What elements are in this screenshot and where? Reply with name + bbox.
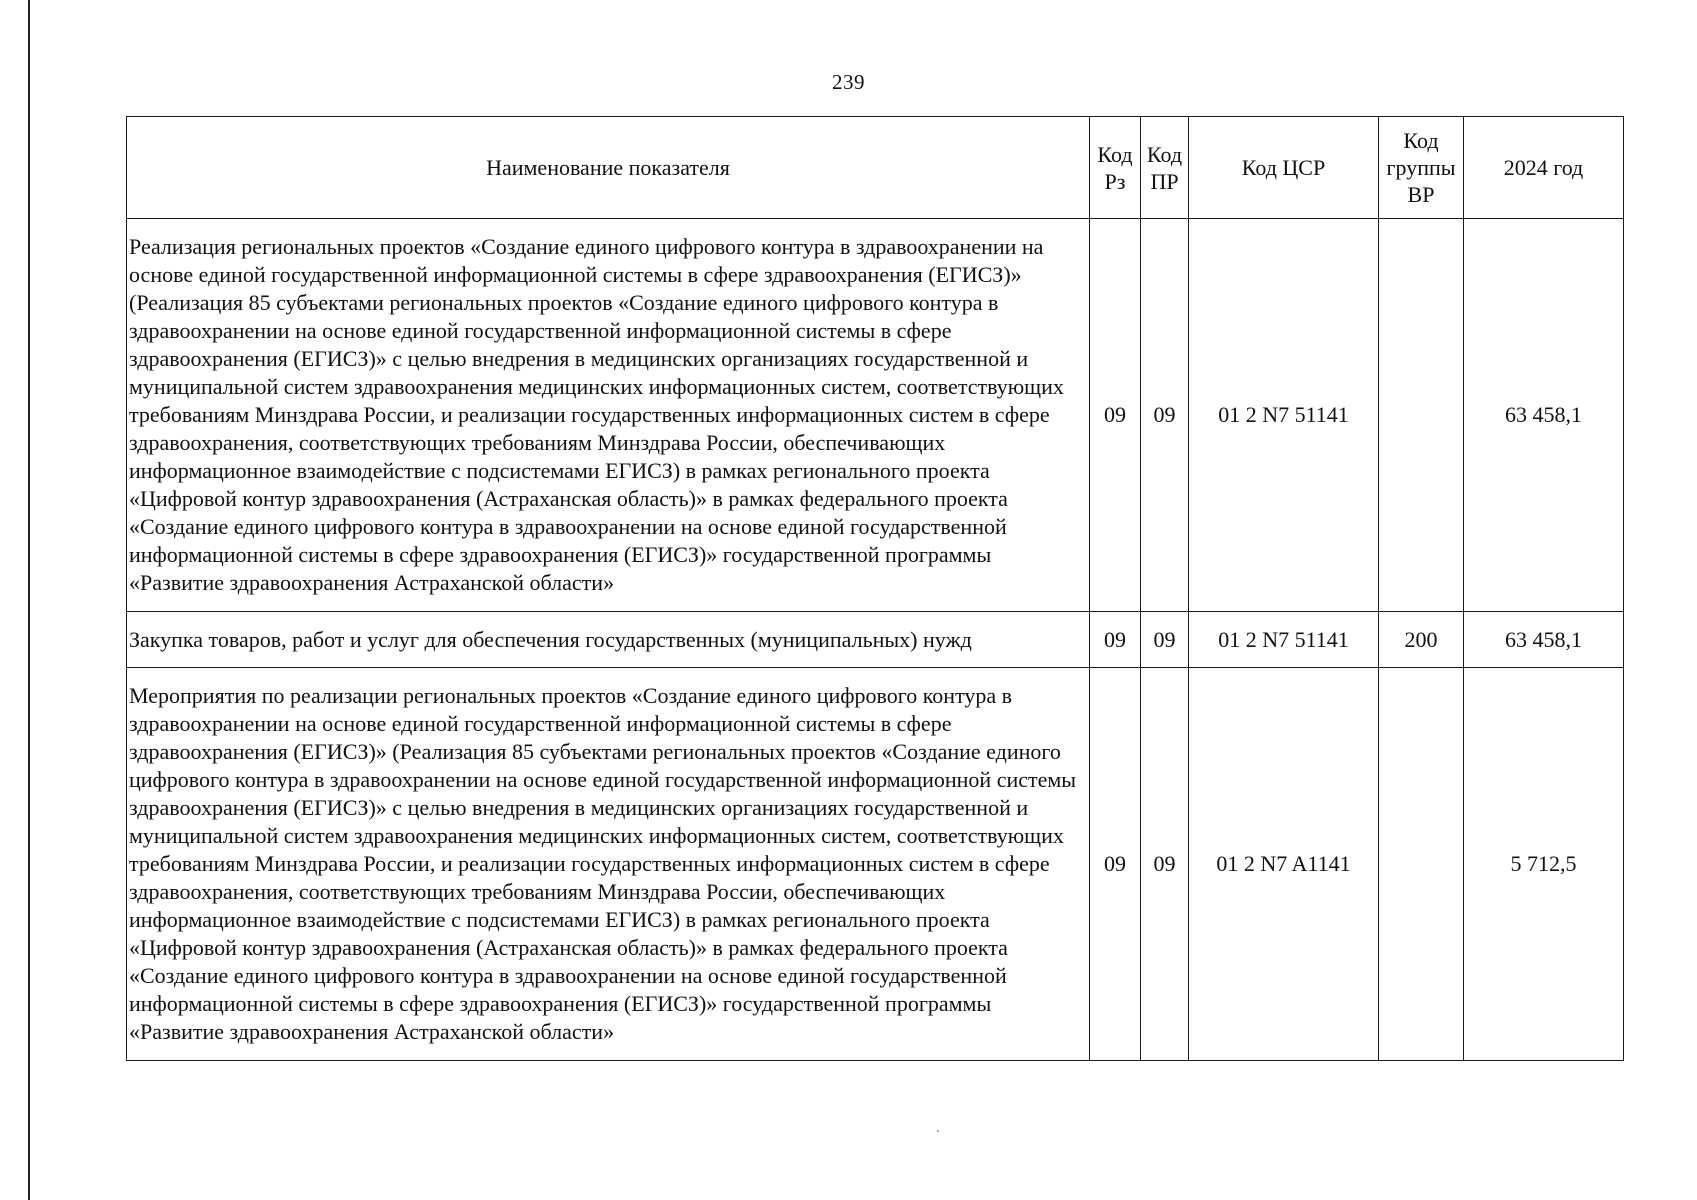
row-pr: 09: [1141, 219, 1189, 612]
row-csr: 01 2 N7 51141: [1189, 612, 1379, 668]
row-name: Закупка товаров, работ и услуг для обеспечения государственных (муниципальных) нужд: [127, 612, 1090, 668]
row-name: Мероприятия по реализации региональных проектов «Создание единого цифрового контура в здравоохранении на основе единой государственной информационной системы в сфере здравоохранения (ЕГИСЗ)» (Реализация 85 субъектами региональных проектов «Создание единого цифрового контура в здравоохранении на основе единой государственной информационной системы здравоохранения (ЕГИСЗ)» с целью внедрения в медицинских организациях государственной и муниципальной систем здравоохранения медицинских информационных систем, соответствующих требованиям Минздрава России, и реализации государственных информационных систем в сфере здравоохранения, соответствующих требованиям Минздрава России, обеспечивающих информационное взаимодействие с подсистемами ЕГИСЗ) в рамках регионального проекта «Цифровой контур здравоохранения (Астраханская область)» в рамках федерального проекта «Создание единого цифрового контура в здравоохранении на основе единой государственной информационной системы в сфере здравоохранения (ЕГИСЗ)» государственной программы «Развитие здравоохранения Астраханской области»: [127, 668, 1090, 1061]
header-year: 2024 год: [1464, 117, 1624, 219]
scan-speck: [937, 1130, 939, 1132]
header-vr: Код группы ВР: [1379, 117, 1464, 219]
table-header-row: [127, 117, 1624, 219]
row-csr: 01 2 N7 51141: [1189, 219, 1379, 612]
row-pr: 09: [1141, 668, 1189, 1061]
row-pr: 09: [1141, 612, 1189, 668]
header-csr: Код ЦСР: [1189, 117, 1379, 219]
table-row: [127, 612, 1624, 668]
scan-binding-edge: [28, 0, 30, 1200]
header-name: Наименование показателя: [127, 117, 1090, 219]
page-number: 239: [832, 70, 865, 94]
row-name: Реализация региональных проектов «Создание единого цифрового контура в здравоохранении на основе единой государственной информационной системы в сфере здравоохранения (ЕГИСЗ)» (Реализация 85 субъектами региональных проектов «Создание единого цифрового контура в здравоохранении на основе единой государственной информационной системы в сфере здравоохранения (ЕГИСЗ)» с целью внедрения в медицинских организациях государственной и муниципальной систем здравоохранения медицинских информационных систем, соответствующих требованиям Минздрава России, и реализации государственных информационных систем в сфере здравоохранения, соответствующих требованиям Минздрава России, обеспечивающих информационное взаимодействие с подсистемами ЕГИСЗ) в рамках регионального проекта «Цифровой контур здравоохранения (Астраханская область)» в рамках федерального проекта «Создание единого цифрового контура в здравоохранении на основе единой государственной информационной системы в сфере здравоохранения (ЕГИСЗ)» государственной программы «Развитие здравоохранения Астраханской области»: [127, 219, 1090, 612]
budget-table: [126, 116, 1624, 1061]
row-vr: [1379, 668, 1464, 1061]
header-pr: Код ПР: [1141, 117, 1189, 219]
table-row: [127, 668, 1624, 1061]
row-amount: 63 458,1: [1464, 612, 1624, 668]
row-vr: [1379, 219, 1464, 612]
row-rz: 09: [1090, 219, 1141, 612]
header-rz: Код Рз: [1090, 117, 1141, 219]
row-vr: 200: [1379, 612, 1464, 668]
row-amount: 63 458,1: [1464, 219, 1624, 612]
row-csr: 01 2 N7 A1141: [1189, 668, 1379, 1061]
row-amount: 5 712,5: [1464, 668, 1624, 1061]
row-rz: 09: [1090, 612, 1141, 668]
row-rz: 09: [1090, 668, 1141, 1061]
table-row: [127, 219, 1624, 612]
